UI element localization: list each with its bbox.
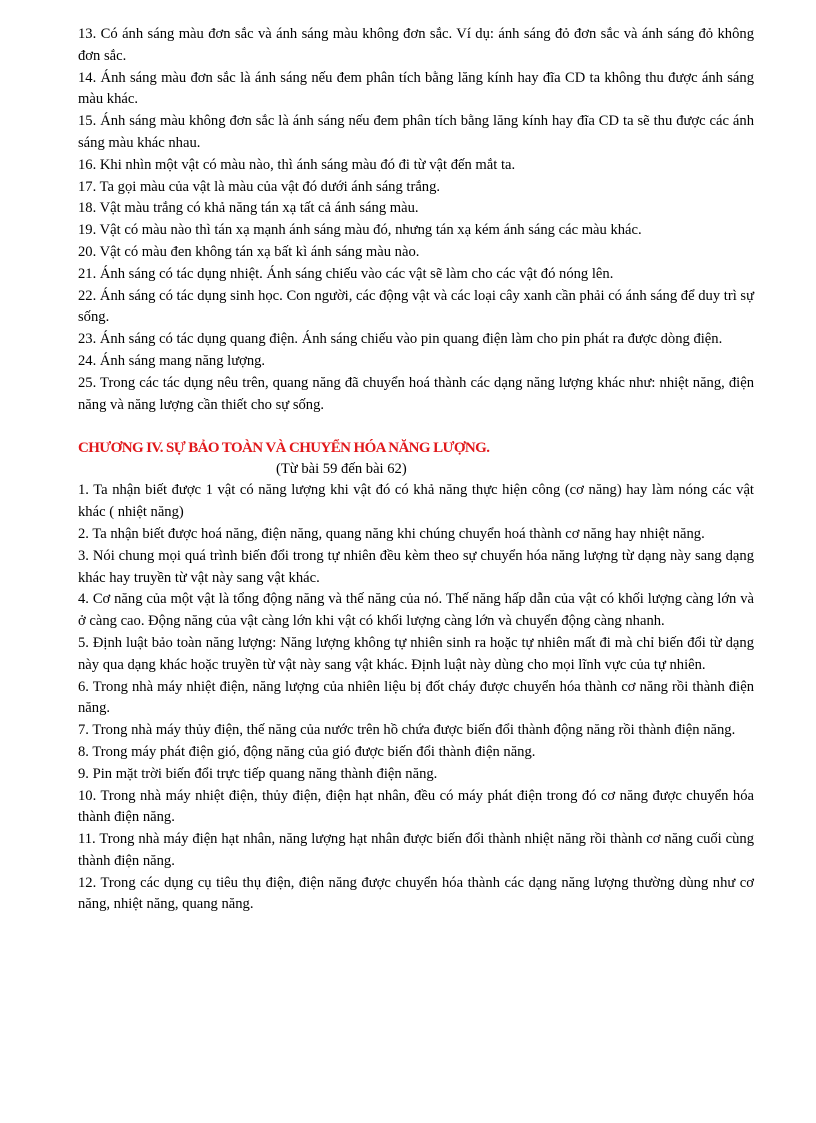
list-item: 5. Định luật bảo toàn năng lượng: Năng lượng không tự nhiên sinh ra hoặc tự nhiên mất đi mà chỉ biến đổi từ dạng này qua dạng khác hoặc truyền từ vật này sang vật khác. Định luật này dùng cho mọi lĩnh vực của tự nhiên. bbox=[78, 634, 754, 673]
light-properties-list bbox=[78, 24, 754, 416]
document-page bbox=[78, 24, 754, 916]
list-item: 19. Vật có màu nào thì tán xạ mạnh ánh sáng màu đó, nhưng tán xạ kém ánh sáng các màu khác. bbox=[78, 222, 642, 239]
list-item: 9. Pin mặt trời biến đổi trực tiếp quang năng thành điện năng. bbox=[78, 765, 438, 782]
list-item: 8. Trong máy phát điện gió, động năng của gió được biến đổi thành điện năng. bbox=[78, 743, 536, 760]
list-item: 6. Trong nhà máy nhiệt điện, năng lượng của nhiên liệu bị đốt cháy được chuyển hóa thành cơ năng rồi thành điện năng. bbox=[78, 678, 754, 717]
list-item: 25. Trong các tác dụng nêu trên, quang năng đã chuyển hoá thành các dạng năng lượng khác như: nhiệt năng, điện năng và năng lượng cần thiết cho sự sống. bbox=[78, 374, 754, 413]
list-item: 14. Ánh sáng màu đơn sắc là ánh sáng nếu đem phân tích bằng lăng kính hay đĩa CD ta không thu được ánh sáng màu khác. bbox=[78, 69, 754, 108]
list-item: 13. Có ánh sáng màu đơn sắc và ánh sáng màu không đơn sắc. Ví dụ: ánh sáng đỏ đơn sắc và ánh sáng đỏ không đơn sắc. bbox=[78, 26, 754, 64]
list-item: 3. Nói chung mọi quá trình biến đổi trong tự nhiên đều kèm theo sự chuyển hóa năng lượng từ dạng này sang dạng khác hay truyền từ vật này sang vật khác. bbox=[78, 547, 754, 586]
list-item: 23. Ánh sáng có tác dụng quang điện. Ánh sáng chiếu vào pin quang điện làm cho pin phát ra được dòng điện. bbox=[78, 331, 723, 348]
chapter-title: CHƯƠNG IV. SỰ BẢO TOÀN VÀ CHUYỂN HÓA NĂNG LƯỢNG. bbox=[78, 440, 490, 457]
energy-conservation-list bbox=[78, 480, 754, 916]
list-item: 1. Ta nhận biết được 1 vật có năng lượng khi vật đó có khả năng thực hiện công (cơ năng) hay làm nóng các vật khác ( nhiệt năng) bbox=[78, 482, 754, 521]
list-item: 24. Ánh sáng mang năng lượng. bbox=[78, 352, 266, 369]
list-item: 2. Ta nhận biết được hoá năng, điện năng, quang năng khi chúng chuyển hoá thành cơ năng hay nhiệt năng. bbox=[78, 525, 705, 542]
list-item: 7. Trong nhà máy thủy điện, thế năng của nước trên hồ chứa được biến đổi thành động năng rồi thành điện năng. bbox=[78, 722, 736, 739]
chapter-subtitle: (Từ bài 59 đến bài 62) bbox=[276, 461, 407, 478]
list-item: 17. Ta gọi màu của vật là màu của vật đó dưới ánh sáng trắng. bbox=[78, 178, 441, 195]
list-item: 10. Trong nhà máy nhiệt điện, thủy điện, điện hạt nhân, đều có máy phát điện trong đó cơ năng được chuyển hóa thành điện năng. bbox=[78, 787, 754, 826]
list-item: 21. Ánh sáng có tác dụng nhiệt. Ánh sáng chiếu vào các vật sẽ làm cho các vật đó nóng lên. bbox=[78, 265, 614, 282]
list-item: 12. Trong các dụng cụ tiêu thụ điện, điện năng được chuyển hóa thành các dạng năng lượng thường dùng như cơ năng, nhiệt năng, quang năng. bbox=[78, 874, 754, 913]
list-item: 20. Vật có màu đen không tán xạ bất kì ánh sáng màu nào. bbox=[78, 243, 420, 260]
list-item: 15. Ánh sáng màu không đơn sắc là ánh sáng nếu đem phân tích bằng lăng kính hay đĩa CD ta sẽ thu được các ánh sáng màu khác nhau. bbox=[78, 113, 754, 151]
list-item: 16. Khi nhìn một vật có màu nào, thì ánh sáng màu đó đi từ vật đến mắt ta. bbox=[78, 156, 516, 173]
list-item: 4. Cơ năng của một vật là tổng động năng và thế năng của nó. Thế năng hấp dẫn của vật có khối lượng càng lớn và ở càng cao. Động năng của vật càng lớn khi vật có khối lượng càng lớn và chuyển động càng nhanh. bbox=[78, 591, 754, 630]
list-item: 18. Vật màu trắng có khả năng tán xạ tất cả ánh sáng màu. bbox=[78, 200, 419, 217]
list-item: 22. Ánh sáng có tác dụng sinh học. Con người, các động vật và các loại cây xanh cần phải có ánh sáng để duy trì sự sống. bbox=[78, 287, 754, 326]
list-item: 11. Trong nhà máy điện hạt nhân, năng lượng hạt nhân được biến đổi thành nhiệt năng rồi thành cơ năng cuối cùng thành điện năng. bbox=[78, 831, 754, 869]
